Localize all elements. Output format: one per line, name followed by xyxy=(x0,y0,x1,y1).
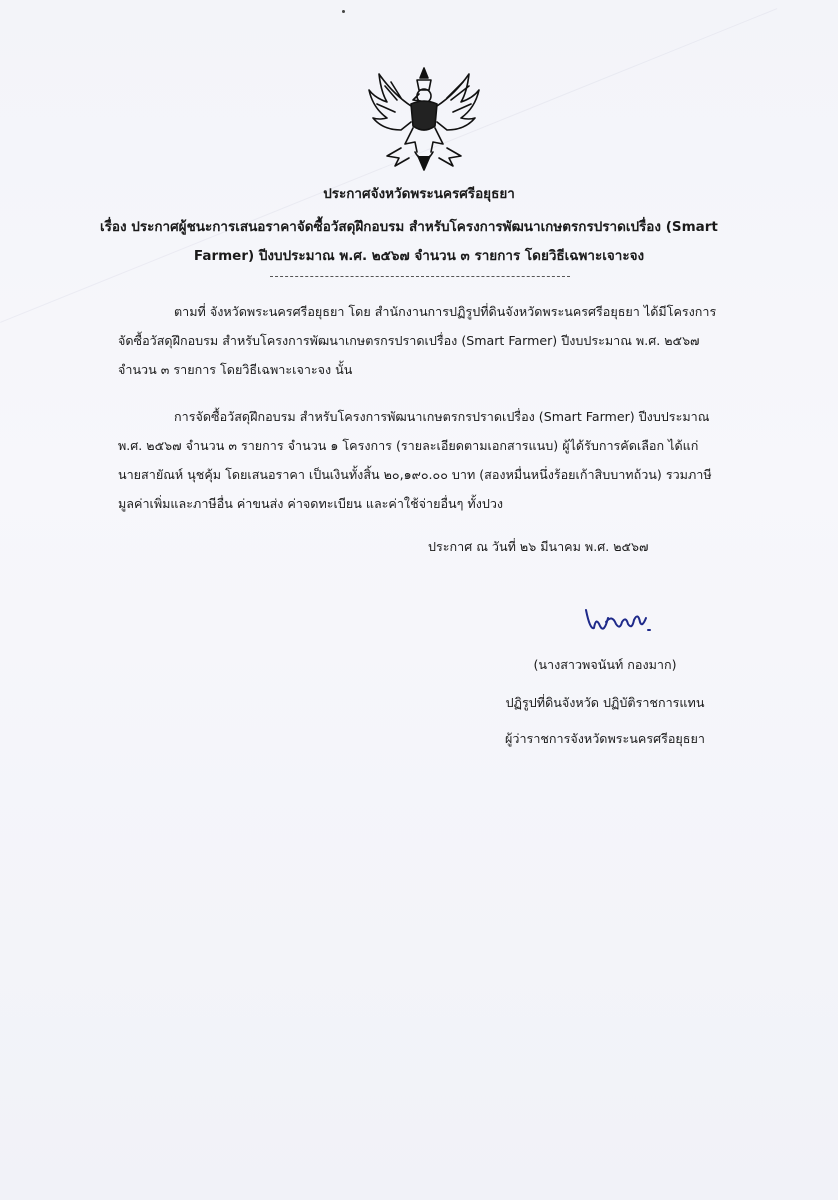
paragraph-2-line: พ.ศ. ๒๕๖๗ จำนวน ๓ รายการ จำนวน ๑ โครงการ (รายละเอียดตามเอกสารแนบ) ผู้ได้รับการคัดเลือก ได้แก่ xyxy=(118,438,699,453)
paragraph-2-line: การจัดซื้อวัสดุฝึกอบรม สำหรับโครงการพัฒนาเกษตรกรปราดเปรื่อง (Smart Farmer) ปีงบประมาณ xyxy=(174,409,710,424)
paragraph-1-line: จำนวน ๓ รายการ โดยวิธีเฉพาะเจาะจง นั้น xyxy=(118,362,353,377)
paragraph-2-line: มูลค่าเพิ่มและภาษีอื่น ค่าขนส่ง ค่าจดทะเบียน และค่าใช้จ่ายอื่นๆ ทั้งปวง xyxy=(118,496,504,511)
paragraph-2 xyxy=(118,402,743,518)
signer-position: ปฏิรูปที่ดินจังหวัด ปฏิบัติราชการแทน xyxy=(505,695,705,710)
paragraph-1-line: ตามที่ จังหวัดพระนครศรีอยุธยา โดย สำนักงานการปฏิรูปที่ดินจังหวัดพระนครศรีอยุธยา ได้มีโครงการ xyxy=(174,304,717,319)
signer-on-behalf: ผู้ว่าราชการจังหวัดพระนครศรีอยุธยา xyxy=(505,731,705,746)
signer-name: (นางสาวพจนันท์ กองมาก) xyxy=(533,657,677,672)
subject-line-2: Farmer) ปีงบประมาณ พ.ศ. ๒๕๖๗ จำนวน ๓ รายการ โดยวิธีเฉพาะเจาะจง xyxy=(193,248,645,264)
paragraph-1-line: จัดซื้อวัสดุฝึกอบรม สำหรับโครงการพัฒนาเกษตรกรปราดเปรื่อง (Smart Farmer) ปีงบประมาณ พ.ศ. ๒๕๖๗ xyxy=(118,333,700,348)
garuda-emblem xyxy=(365,64,483,174)
paragraph-1 xyxy=(118,297,743,384)
announcement-date: ประกาศ ณ วันที่ ๒๖ มีนาคม พ.ศ. ๒๕๖๗ xyxy=(428,539,649,554)
separator-line xyxy=(270,276,570,277)
handwritten-signature xyxy=(582,600,662,640)
subject-line-1: เรื่อง ประกาศผู้ชนะการเสนอราคาจัดซื้อวัสดุฝึกอบรม สำหรับโครงการพัฒนาเกษตรกรปราดเปรื่อง (Smart xyxy=(100,219,718,235)
scan-mark xyxy=(342,10,345,13)
paragraph-2-line: นายสายัณห์ นุชคุ้ม โดยเสนอราคา เป็นเงินทั้งสิ้น ๒๐,๑๙๐.๐๐ บาท (สองหมื่นหนึ่งร้อยเก้าสิบบาทถ้วน) รวมภาษี xyxy=(118,467,712,482)
announcement-title: ประกาศจังหวัดพระนครศรีอยุธยา xyxy=(323,186,515,202)
